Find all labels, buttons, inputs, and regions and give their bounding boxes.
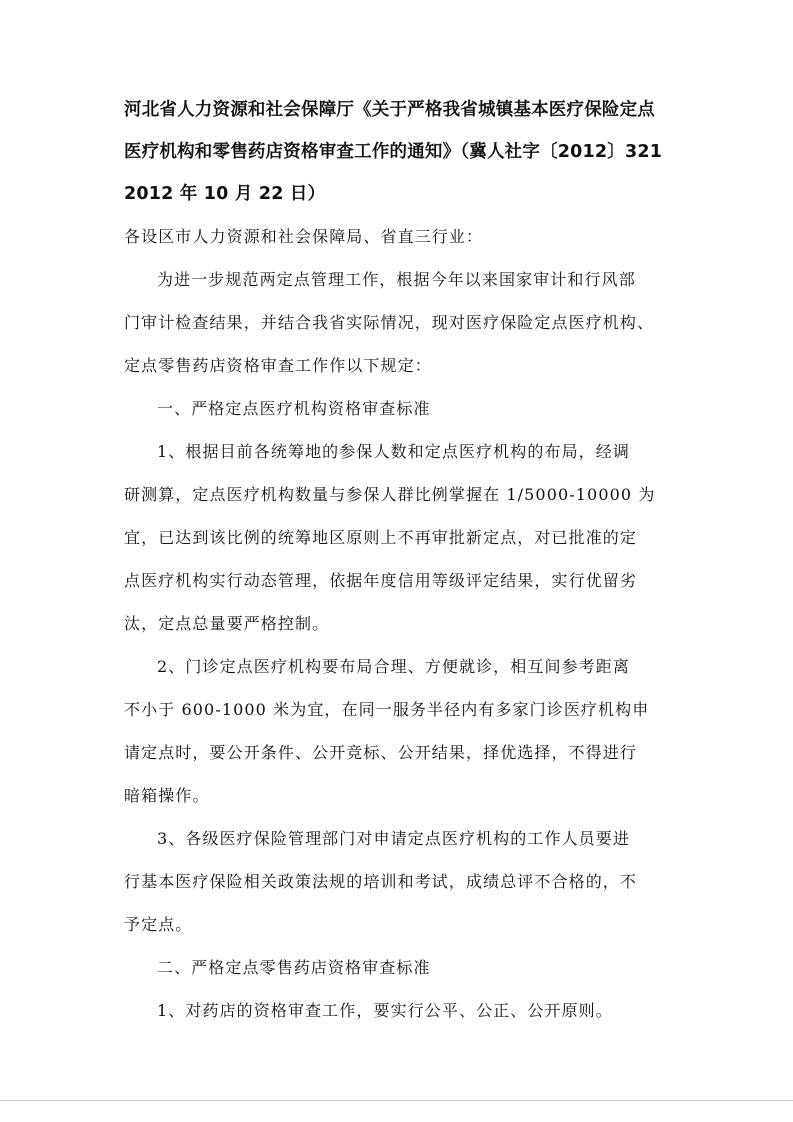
intro-line-2: 门审计检查结果，并结合我省实际情况，现对医疗保险定点医疗机构、 <box>124 313 655 332</box>
section-1-item-1-line-4: 点医疗机构实行动态管理，依据年度信用等级评定结果，实行优留劣 <box>124 571 638 590</box>
section-1-item-2-line-1: 2、门诊定点医疗机构要布局合理、方便就诊，相互间参考距离 <box>157 657 630 676</box>
section-1-item-3-line-3: 予定点。 <box>124 915 193 934</box>
salutation: 各设区市人力资源和社会保障局、省直三行业： <box>124 227 484 246</box>
document-title-line-3: 2012 年 10 月 22 日） <box>124 184 326 204</box>
section-1-item-1-line-5: 汰，定点总量要严格控制。 <box>124 614 330 633</box>
section-1-item-3-line-2: 行基本医疗保险相关政策法规的培训和考试，成绩总评不合格的，不 <box>124 872 638 891</box>
section-2-heading: 二、严格定点零售药店资格审查标准 <box>157 958 431 977</box>
section-1-item-1-line-3: 宜，已达到该比例的统筹地区原则上不再审批新定点，对已批准的定 <box>124 528 638 547</box>
page-bottom-divider <box>0 1100 793 1101</box>
section-1-item-2-line-4: 暗箱操作。 <box>124 786 210 805</box>
section-1-heading: 一、严格定点医疗机构资格审查标准 <box>157 399 431 418</box>
intro-line-1: 为进一步规范两定点管理工作，根据今年以来国家审计和行风部 <box>157 270 636 289</box>
document-title-line-1: 河北省人力资源和社会保障厅《关于严格我省城镇基本医疗保险定点 <box>124 100 655 120</box>
section-2-item-1-line-1: 1、对药店的资格审查工作，要实行公平、公正、公开原则。 <box>157 1001 613 1020</box>
document-title-line-2: 医疗机构和零售药店资格审查工作的通知》（冀人社字〔2012〕321 <box>124 142 663 162</box>
section-1-item-2-line-3: 请定点时，要公开条件、公开竞标、公开结果，择优选择，不得进行 <box>124 743 638 762</box>
section-1-item-2-line-2: 不小于 600-1000 米为宜，在同一服务半径内有多家门诊医疗机构申 <box>124 700 650 719</box>
section-1-item-3-line-1: 3、各级医疗保险管理部门对申请定点医疗机构的工作人员要进 <box>157 829 630 848</box>
section-1-item-1-line-2: 研测算，定点医疗机构数量与参保人群比例掌握在 1/5000-10000 为 <box>124 485 656 504</box>
intro-line-3: 定点零售药店资格审查工作作以下规定： <box>124 356 432 375</box>
section-1-item-1-line-1: 1、根据目前各统筹地的参保人数和定点医疗机构的布局，经调 <box>157 442 630 461</box>
